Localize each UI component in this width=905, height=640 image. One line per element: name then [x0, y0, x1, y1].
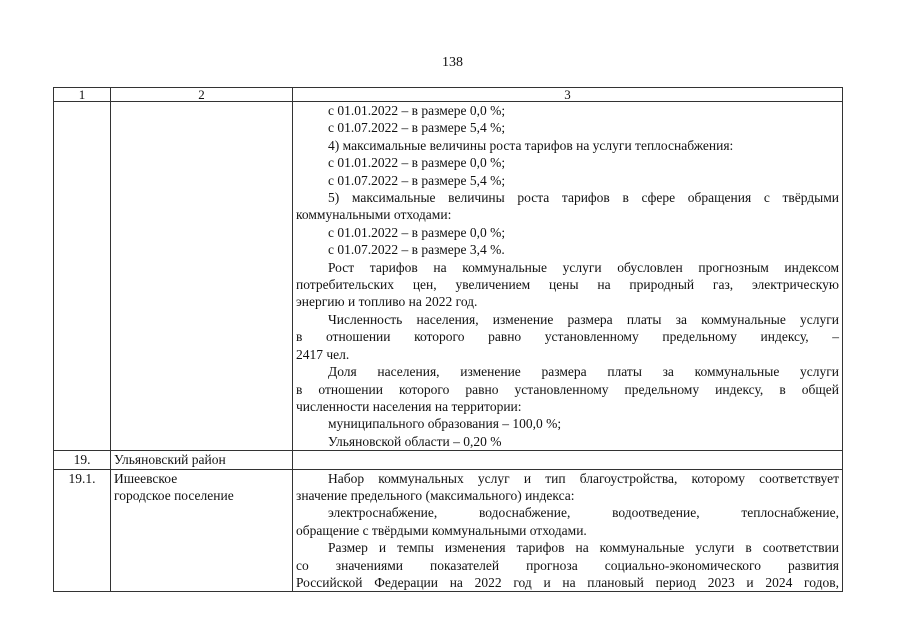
continuation-row: [54, 102, 843, 451]
text-line: Российской Федерации на 2022 год и на плановый период 2023 и 2024 годов,: [296, 574, 839, 590]
text-line: Размер и темпы изменения тарифов на коммунальные услуги в соответствии: [328, 540, 839, 556]
settlement-name-line-2: городское поселение: [114, 487, 234, 503]
district-name: Ульяновский район: [111, 451, 293, 469]
text-line: с 01.07.2022 – в размере 5,4 %;: [328, 172, 506, 188]
text-line: с 01.01.2022 – в размере 0,0 %;: [328, 103, 506, 118]
text-line: электроснабжение, водоснабжение, водоотведение, теплоснабжение,: [328, 505, 839, 521]
text-line: численности населения на территории:: [296, 398, 522, 414]
text-line: коммунальными отходами:: [296, 207, 452, 223]
description-cell: [293, 102, 843, 451]
text-line: 5) максимальные величины роста тарифов в сфере обращения с твёрдыми: [328, 190, 839, 206]
header-col-2: 2: [111, 88, 293, 102]
text-line: муниципального образования – 100,0 %;: [328, 416, 562, 432]
district-row: [54, 451, 843, 469]
tariff-table: [53, 87, 843, 592]
text-line: потребительских цен, увеличением цены на природный газ, электрическую: [296, 277, 839, 293]
text-line: Набор коммунальных услуг и тип благоустройства, которому соответствует: [328, 470, 839, 486]
text-line: энергию и топливо на 2022 год.: [296, 294, 478, 310]
text-line: со значениями показателей прогноза социально-экономического развития: [296, 557, 839, 573]
header-col-1: 1: [54, 88, 111, 102]
text-line: с 01.01.2022 – в размере 0,0 %;: [328, 224, 506, 240]
row-number-cell: [54, 102, 111, 451]
text-line: Рост тарифов на коммунальные услуги обусловлен прогнозным индексом: [328, 259, 839, 275]
text-line: с 01.07.2022 – в размере 5,4 %;: [328, 120, 506, 136]
text-line: 2417 чел.: [296, 346, 350, 362]
territory-cell: [111, 102, 293, 451]
text-line: с 01.07.2022 – в размере 3,4 %.: [328, 242, 505, 258]
header-row: [54, 88, 843, 102]
text-line: в отношении которого равно установленному предельному индексу, в общей: [296, 381, 839, 397]
header-col-3: 3: [293, 88, 843, 102]
page-number: 138: [442, 55, 463, 70]
settlement-name-line-1: Ишеевское: [114, 470, 178, 486]
text-line: в отношении которого равно установленному предельному индексу, –: [296, 329, 839, 345]
text-line: с 01.01.2022 – в размере 0,0 %;: [328, 155, 506, 171]
text-line: Доля населения, изменение размера платы за коммунальные услуги: [328, 364, 839, 380]
text-line: обращение с твёрдыми коммунальными отходами.: [296, 522, 587, 538]
settlement-name: [111, 469, 293, 592]
settlement-number: 19.1.: [54, 469, 111, 592]
text-line: Численность населения, изменение размера платы за коммунальные услуги: [328, 311, 839, 327]
settlement-description: [293, 469, 843, 592]
text-line: значение предельного (максимального) индекса:: [296, 487, 575, 503]
district-description: [293, 451, 843, 469]
text-line: Ульяновской области – 0,20 %: [328, 433, 502, 449]
text-line: 4) максимальные величины роста тарифов на услуги теплоснабжения:: [328, 137, 734, 153]
district-number: 19.: [54, 451, 111, 469]
settlement-row: [54, 469, 843, 592]
